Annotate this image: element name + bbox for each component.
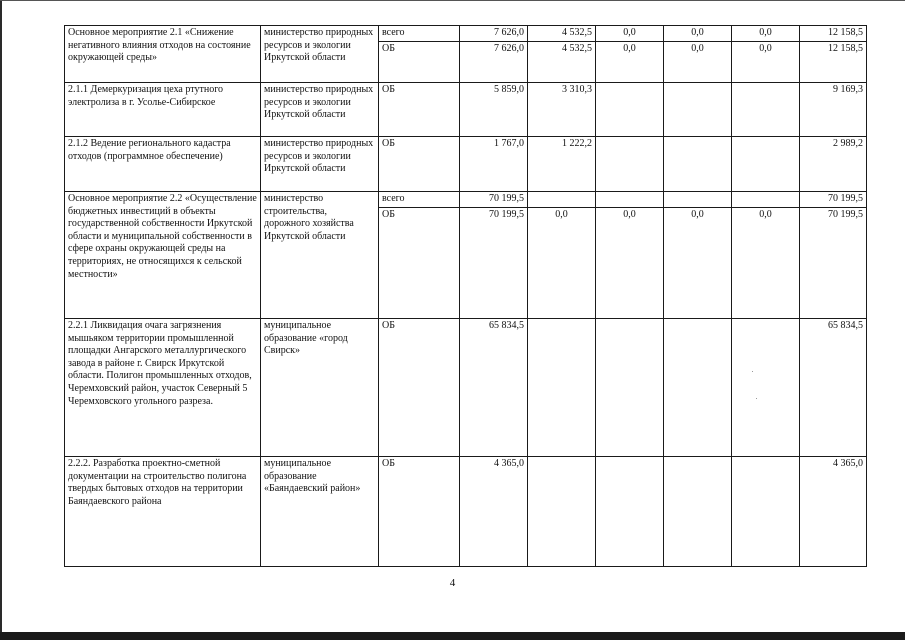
value-2023: 0,0 — [732, 207, 800, 318]
value-2021 — [596, 319, 664, 457]
value-total: 12 158,5 — [800, 26, 867, 42]
value-2022 — [664, 319, 732, 457]
table-row — [65, 192, 867, 208]
value-2021: 0,0 — [596, 207, 664, 318]
table-row — [65, 137, 867, 192]
scan-speck — [756, 398, 757, 399]
value-2019: 7 626,0 — [460, 41, 528, 82]
funding-source: ОБ — [379, 457, 460, 567]
value-2019: 70 199,5 — [460, 207, 528, 318]
value-2019: 1 767,0 — [460, 137, 528, 192]
value-2021 — [596, 192, 664, 208]
measure-name: 2.2.1 Ликвидация очага загрязнения мышьяком территории промышленной площадки Ангарского металлургического завода в районе г. Свирск Иркутской области. Полигон промышленных отходов, Черемховский район, участок Северный 5 Черемховского угольного разреза. — [65, 319, 261, 457]
scan-edge-bottom — [0, 632, 905, 640]
funding-source: всего — [379, 192, 460, 208]
value-2023: 0,0 — [732, 41, 800, 82]
value-2023 — [732, 319, 800, 457]
value-2022 — [664, 83, 732, 137]
funding-source: всего — [379, 26, 460, 42]
measure-name: 2.2.2. Разработка проектно-сметной документации на строительство полигона твердых бытовых отходов на территории Баяндаевского района — [65, 457, 261, 567]
value-total: 2 989,2 — [800, 137, 867, 192]
table-row — [65, 457, 867, 567]
value-2023 — [732, 83, 800, 137]
table-row — [65, 83, 867, 137]
table-row — [65, 26, 867, 42]
value-total: 70 199,5 — [800, 207, 867, 318]
executor: министерство природных ресурсов и экологии Иркутской области — [261, 137, 379, 192]
value-2022: 0,0 — [664, 26, 732, 42]
table-row — [65, 319, 867, 457]
executor: министерство природных ресурсов и экологии Иркутской области — [261, 26, 379, 83]
value-total: 70 199,5 — [800, 192, 867, 208]
value-2021 — [596, 457, 664, 567]
executor: министерство природных ресурсов и экологии Иркутской области — [261, 83, 379, 137]
value-2019: 7 626,0 — [460, 26, 528, 42]
value-2020 — [528, 457, 596, 567]
value-2023 — [732, 137, 800, 192]
value-2022 — [664, 457, 732, 567]
funding-source: ОБ — [379, 41, 460, 82]
value-2019: 5 859,0 — [460, 83, 528, 137]
value-2021 — [596, 137, 664, 192]
value-2020: 3 310,3 — [528, 83, 596, 137]
measure-name: Основное мероприятие 2.2 «Осуществление бюджетных инвестиций в объекты государственной собственности Иркутской области и муниципальной собственности в сфере охраны окружающей среды на территориях, не относящихся к сельской местности» — [65, 192, 261, 319]
value-2022 — [664, 137, 732, 192]
funding-source: ОБ — [379, 207, 460, 318]
value-total: 65 834,5 — [800, 319, 867, 457]
value-2023: 0,0 — [732, 26, 800, 42]
value-2020: 0,0 — [528, 207, 596, 318]
value-2019: 4 365,0 — [460, 457, 528, 567]
value-2020 — [528, 319, 596, 457]
value-2020 — [528, 192, 596, 208]
executor: муниципальное образование «город Свирск» — [261, 319, 379, 457]
value-2023 — [732, 192, 800, 208]
measure-name: 2.1.1 Демеркуризация цеха ртутного электролиза в г. Усолье-Сибирское — [65, 83, 261, 137]
funding-source: ОБ — [379, 137, 460, 192]
executor: министерство строительства, дорожного хозяйства Иркутской области — [261, 192, 379, 319]
value-2021: 0,0 — [596, 41, 664, 82]
executor: муниципальное образование «Баяндаевский район» — [261, 457, 379, 567]
program-table — [64, 25, 867, 567]
measure-name: 2.1.2 Ведение регионального кадастра отходов (программное обеспечение) — [65, 137, 261, 192]
value-2020: 4 532,5 — [528, 41, 596, 82]
page-number: 4 — [449, 577, 456, 589]
scan-speck — [752, 371, 753, 372]
value-2022 — [664, 192, 732, 208]
measure-name: Основное мероприятие 2.1 «Снижение негативного влияния отходов на состояние окружающей среды» — [65, 26, 261, 83]
value-total: 12 158,5 — [800, 41, 867, 82]
funding-source: ОБ — [379, 319, 460, 457]
value-total: 9 169,3 — [800, 83, 867, 137]
funding-source: ОБ — [379, 83, 460, 137]
value-2020: 4 532,5 — [528, 26, 596, 42]
scan-edge-top — [0, 0, 905, 1]
value-2022: 0,0 — [664, 41, 732, 82]
value-2021 — [596, 83, 664, 137]
value-2019: 65 834,5 — [460, 319, 528, 457]
value-2019: 70 199,5 — [460, 192, 528, 208]
value-2023 — [732, 457, 800, 567]
scan-edge-left — [0, 0, 2, 640]
value-2021: 0,0 — [596, 26, 664, 42]
value-total: 4 365,0 — [800, 457, 867, 567]
value-2022: 0,0 — [664, 207, 732, 318]
value-2020: 1 222,2 — [528, 137, 596, 192]
